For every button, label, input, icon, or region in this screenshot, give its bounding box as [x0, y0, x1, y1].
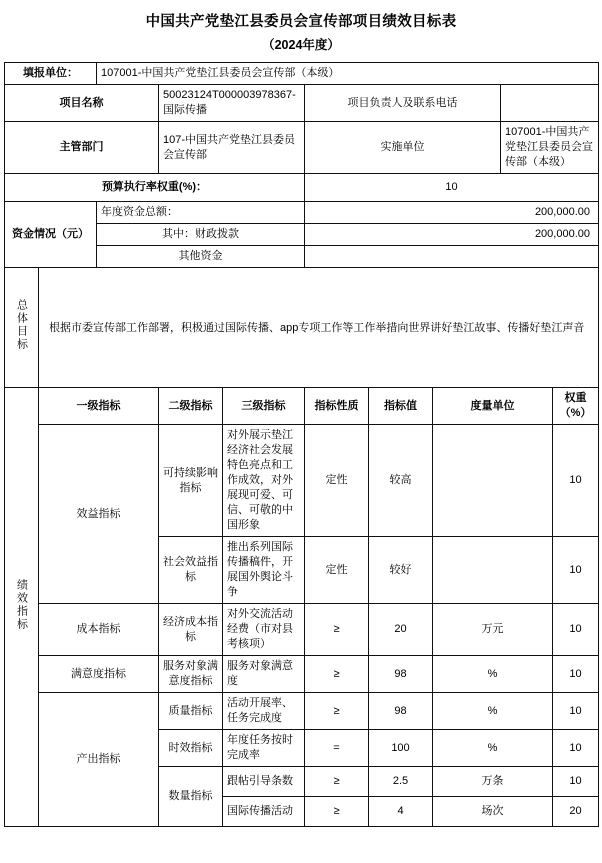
cell-value: 4 [369, 797, 433, 827]
table-row [5, 604, 599, 656]
cell-level1: 效益指标 [39, 425, 159, 604]
cell-level1: 成本指标 [39, 604, 159, 656]
filler-label: 填报单位： [5, 63, 97, 85]
column-header-level2: 二级指标 [159, 388, 223, 425]
cell-weight: 10 [553, 537, 599, 604]
cell-value: 2.5 [369, 767, 433, 797]
cell-weight: 10 [553, 656, 599, 693]
cell-unit: % [433, 693, 553, 730]
project-name-row [5, 85, 599, 122]
funds-group-label [5, 202, 97, 268]
column-header-level3: 三级指标 [223, 388, 305, 425]
project-owner-label: 项目负责人及联系电话 [305, 85, 501, 122]
page-title: 中国共产党垫江县委员会宣传部项目绩效目标表 [145, 14, 457, 30]
cell-weight: 10 [553, 604, 599, 656]
funds-label: 年度资金总额： [97, 202, 305, 224]
budget-weight-row [5, 174, 599, 202]
cell-unit: 万元 [433, 604, 553, 656]
indicators-side-label [5, 388, 39, 827]
column-header-level1: 一级指标 [39, 388, 159, 425]
cell-level3: 服务对象满意度 [223, 656, 305, 693]
column-header-value: 指标值 [369, 388, 433, 425]
cell-level2: 社会效益指标 [159, 537, 223, 604]
cell-nature: ≥ [305, 797, 369, 827]
overall-goal-label-text: 总体目标 [15, 299, 28, 351]
cell-level2: 数量指标 [159, 767, 223, 827]
filler-row [5, 63, 599, 85]
cell-unit [433, 537, 553, 604]
cell-value: 较好 [369, 537, 433, 604]
impl-unit-label: 实施单位 [305, 122, 501, 174]
cell-level3: 跟帖引导条数 [223, 767, 305, 797]
cell-level1: 满意度指标 [39, 656, 159, 693]
cell-level3: 活动开展率、任务完成度 [223, 693, 305, 730]
cell-level3: 推出系列国际传播稿件，开展国外舆论斗争 [223, 537, 305, 604]
cell-nature: ≥ [305, 604, 369, 656]
cell-nature: 定性 [305, 425, 369, 537]
budget-weight-label: 预算执行率权重(%)： [5, 174, 305, 202]
table-row [5, 693, 599, 730]
budget-weight-value: 10 [305, 174, 599, 202]
funds-label: 其中：财政拨款 [97, 224, 305, 246]
cell-unit: % [433, 730, 553, 767]
filler-value: 107001-中国共产党垫江县委员会宣传部（本级） [97, 63, 599, 85]
cell-level2: 可持续影响指标 [159, 425, 223, 537]
indicators-side-label-text: 绩效指标 [15, 578, 28, 631]
cell-level2: 质量指标 [159, 693, 223, 730]
overall-goal-text: 根据市委宣传部工作部署，积极通过国际传播、app专项工作等工作举措向世界讲好垫江故事、传播好垫江声音 [39, 268, 599, 388]
cell-nature: ≥ [305, 767, 369, 797]
cell-value: 98 [369, 656, 433, 693]
column-header-nature: 指标性质 [305, 388, 369, 425]
cell-value: 20 [369, 604, 433, 656]
cell-level3: 国际传播活动 [223, 797, 305, 827]
page-subtitle: （2024年度） [262, 38, 340, 52]
table-row [5, 656, 599, 693]
funds-value: 200,000.00 [305, 202, 599, 224]
cell-nature: ≥ [305, 693, 369, 730]
performance-table [4, 62, 599, 827]
cell-value: 100 [369, 730, 433, 767]
funds-value [305, 246, 599, 268]
cell-nature: = [305, 730, 369, 767]
funds-group-label-text: 资金情况（元） [12, 228, 89, 240]
project-name-value: 50023124T000003978367-国际传播 [159, 85, 305, 122]
table-row [5, 425, 599, 537]
cell-unit: 万条 [433, 767, 553, 797]
column-header-unit: 度量单位 [433, 388, 553, 425]
cell-level2: 服务对象满意度指标 [159, 656, 223, 693]
cell-unit [433, 425, 553, 537]
cell-level2: 经济成本指标 [159, 604, 223, 656]
cell-weight: 10 [553, 767, 599, 797]
overall-goal-label [5, 268, 39, 388]
cell-unit: 场次 [433, 797, 553, 827]
cell-nature: 定性 [305, 537, 369, 604]
cell-value: 98 [369, 693, 433, 730]
cell-level3: 年度任务按时完成率 [223, 730, 305, 767]
dept-label: 主管部门 [5, 122, 159, 174]
project-owner-value [501, 85, 599, 122]
indicator-header-row [5, 388, 599, 425]
cell-weight: 10 [553, 730, 599, 767]
cell-level1: 产出指标 [39, 693, 159, 827]
column-header-weight: 权重（%） [553, 388, 599, 425]
dept-value: 107-中国共产党垫江县委员会宣传部 [159, 122, 305, 174]
impl-unit-value: 107001-中国共产党垫江县委员会宣传部（本级） [501, 122, 599, 174]
cell-value: 较高 [369, 425, 433, 537]
overall-goal-row [5, 268, 599, 388]
dept-row [5, 122, 599, 174]
funds-value: 200,000.00 [305, 224, 599, 246]
cell-weight: 20 [553, 797, 599, 827]
cell-level3: 对外交流活动经费（市对县考核项） [223, 604, 305, 656]
project-name-label: 项目名称 [5, 85, 159, 122]
cell-unit: % [433, 656, 553, 693]
cell-level2: 时效指标 [159, 730, 223, 767]
funds-row-total [5, 202, 599, 224]
cell-weight: 10 [553, 425, 599, 537]
cell-nature: ≥ [305, 656, 369, 693]
cell-level3: 对外展示垫江经济社会发展特色亮点和工作成效，对外展现可爱、可信、可敬的中国形象 [223, 425, 305, 537]
funds-label: 其他资金 [97, 246, 305, 268]
cell-weight: 10 [553, 693, 599, 730]
